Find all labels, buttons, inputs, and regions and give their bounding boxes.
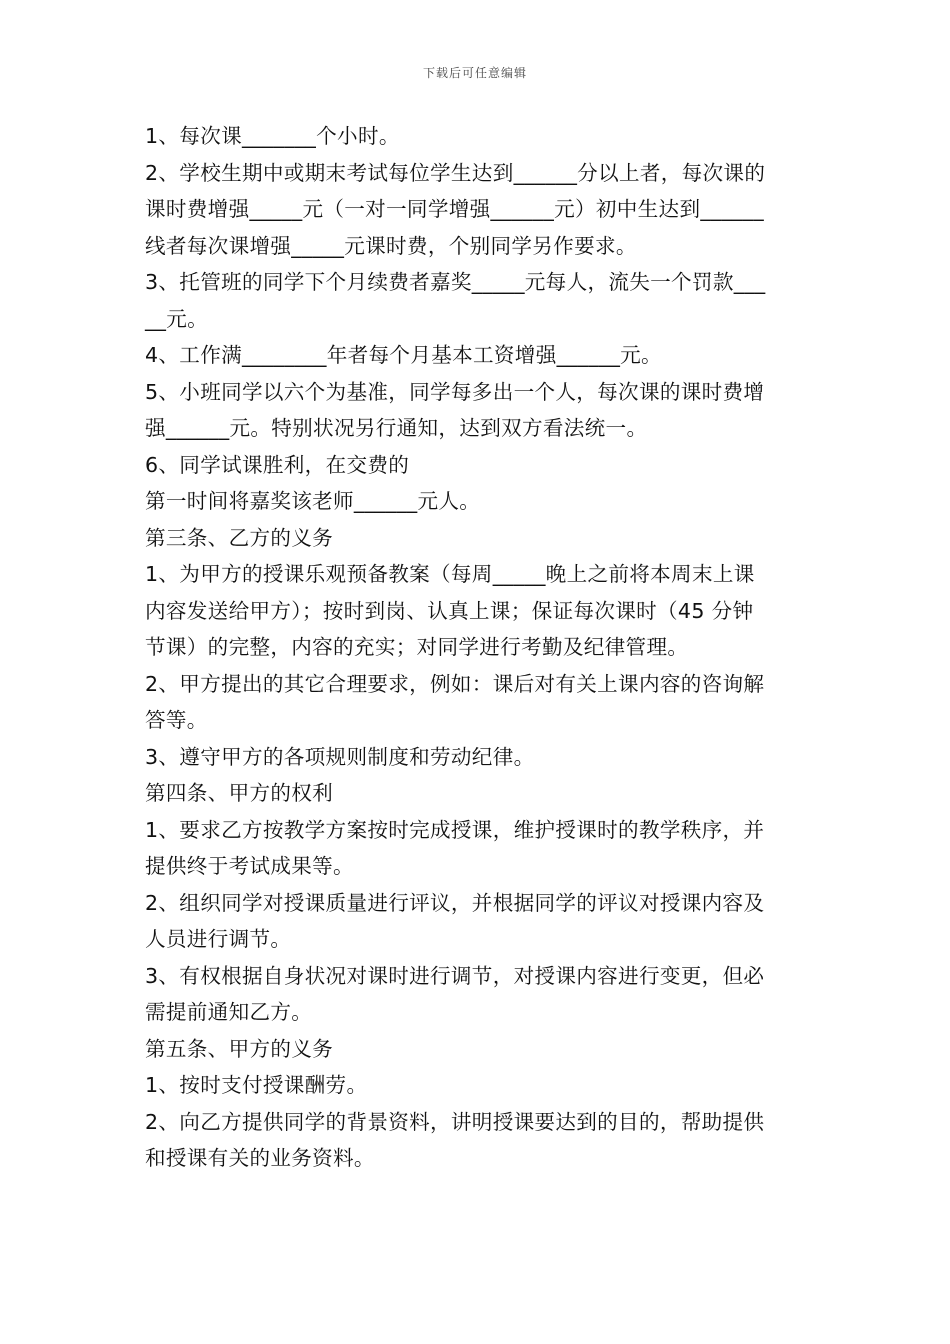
- text-line: 答等。: [145, 708, 208, 732]
- text-line: 3、遵守甲方的各项规则制度和劳动纪律。: [145, 744, 535, 769]
- text-line: 3、有权根据自身状况对课时进行调节，对授课内容进行变更，但必: [145, 963, 765, 988]
- text-line: 1、为甲方的授课乐观预备教案（每周_____晚上之前将本周末上课: [145, 562, 755, 586]
- text-line: 和授课有关的业务资料。: [145, 1146, 375, 1170]
- text-line: 第一时间将嘉奖该老师______元人。: [145, 489, 481, 513]
- text-line: 内容发送给甲方）；按时到岗、认真上课；保证每次课时（45 分钟: [145, 598, 754, 623]
- text-line: 强______元。特别状况另行通知，达到双方看法统一。: [145, 416, 648, 440]
- section-heading: 第三条、乙方的义务: [145, 525, 334, 550]
- text-line: 6、同学试课胜利，在交费的: [145, 452, 410, 477]
- text-line: 2、学校生期中或期末考试每位学生达到______分以上者，每次课的: [145, 160, 766, 185]
- text-line: 人员进行调节。: [145, 927, 292, 951]
- document-body: [145, 118, 810, 1177]
- text-line: 2、向乙方提供同学的背景资料，讲明授课要达到的目的，帮助提供: [145, 1109, 765, 1134]
- text-line: 1、每次课_______个小时。: [145, 124, 400, 148]
- text-line: 3、托管班的同学下个月续费者嘉奖_____元每人，流失一个罚款___: [145, 270, 766, 294]
- section-heading: 第五条、甲方的义务: [145, 1036, 334, 1061]
- text-line: 4、工作满________年者每个月基本工资增强______元。: [145, 343, 662, 367]
- text-line: 1、要求乙方按教学方案按时完成授课，维护授课时的教学秩序，并: [145, 817, 765, 842]
- text-line: 5、小班同学以六个为基准，同学每多出一个人，每次课的课时费增: [145, 379, 765, 404]
- section-heading: 第四条、甲方的权利: [145, 781, 334, 805]
- text-line: 线者每次课增强_____元课时费，个别同学另作要求。: [145, 233, 637, 258]
- text-line: 2、组织同学对授课质量进行评议，并根据同学的评议对授课内容及: [145, 890, 765, 915]
- text-line: 需提前通知乙方。: [145, 1000, 313, 1024]
- text-line: 课时费增强_____元（一对一同学增强______元）初中生达到______: [145, 197, 764, 221]
- text-line: 提供终于考试成果等。: [145, 854, 354, 878]
- text-line: 1、按时支付授课酬劳。: [145, 1073, 368, 1097]
- text-line: __元。: [145, 306, 208, 331]
- page-header: 下载后可任意编辑: [422, 66, 527, 80]
- text-line: 节课）的完整，内容的充实；对同学进行考勤及纪律管理。: [145, 635, 689, 659]
- text-line: 2、甲方提出的其它合理要求，例如：课后对有关上课内容的咨询解: [145, 671, 765, 696]
